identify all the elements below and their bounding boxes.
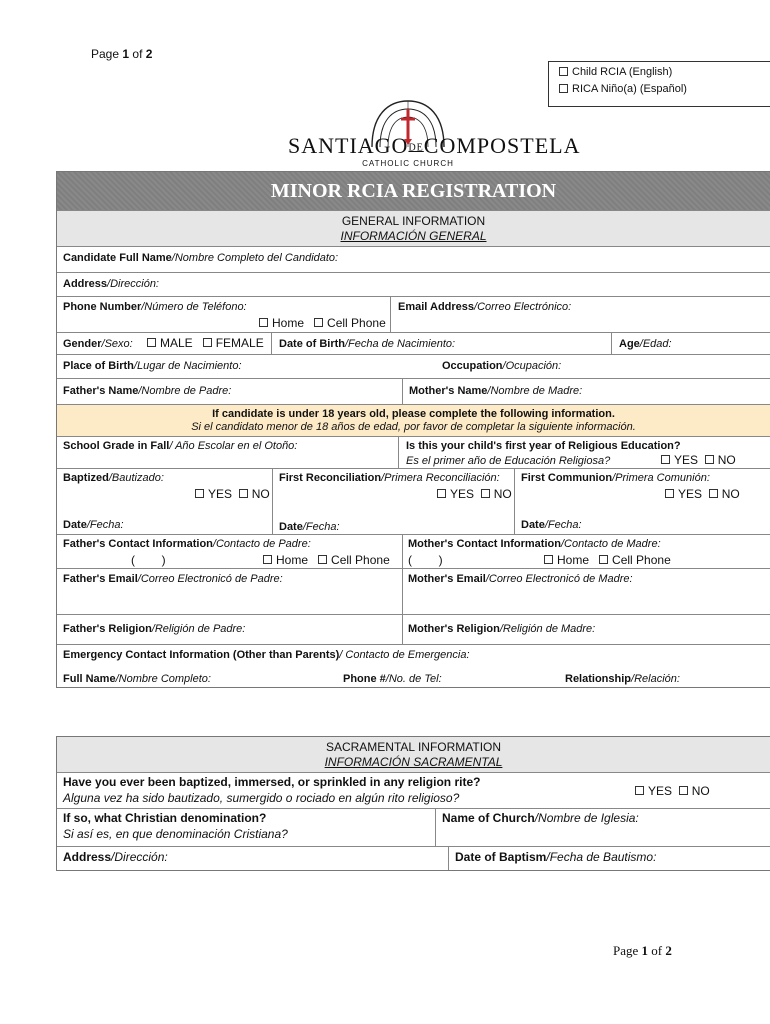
baptized-question-row: Have you ever been baptized, immersed, or sprinkled in any religion rite? Alguna vez ha sido bautizado, sumergido o rociado en algún rito religioso? YES NO	[57, 772, 770, 808]
checkbox-icon[interactable]	[239, 489, 248, 498]
emergency-full-name-field[interactable]: Full Name/Nombre Completo:	[63, 673, 211, 685]
father-email-field[interactable]: Father's Email/Correo Electronicó de Padre:	[63, 573, 283, 585]
father-religion-field[interactable]: Father's Religion/Religión de Padre:	[63, 623, 246, 635]
phone-field[interactable]: Phone Number/Número de Teléfono:	[63, 301, 247, 313]
emergency-phone-field[interactable]: Phone #/No. de Tel:	[343, 673, 442, 685]
candidate-name-field[interactable]: Candidate Full Name/Nombre Completo del Candidato:	[57, 246, 770, 272]
mother-email-field[interactable]: Mother's Email/Correo Electronicó de Madre:	[402, 569, 770, 614]
mother-contact-field[interactable]: Mother's Contact Information/Contacto de Madre: ( ) Home Cell Phone	[402, 535, 770, 568]
dob-field[interactable]: Date of Birth/Fecha de Nacimiento:	[271, 333, 611, 354]
sacramental-heading: SACRAMENTAL INFORMATION INFORMACIÓN SACRAMENTAL	[57, 737, 770, 772]
first-reconciliation-field: First Reconciliation/Primera Reconciliación: YES NO Date/Fecha:	[272, 469, 514, 534]
denomination-row: If so, what Christian denomination? Si así es, en que denominación Cristiana? Name of Church/Nombre de Iglesia:	[57, 808, 770, 846]
checkbox-icon[interactable]	[705, 455, 714, 464]
parent-religion-row	[57, 614, 770, 644]
emergency-contact-heading: Emergency Contact Information (Other than Parents)/ Contacto de Emergencia:	[63, 649, 470, 661]
checkbox-icon[interactable]	[437, 489, 446, 498]
church-name: SANTIAGODECOMPOSTELA	[288, 133, 581, 158]
emergency-relationship-field[interactable]: Relationship/Relación:	[565, 673, 680, 685]
program-choice-box	[548, 61, 770, 107]
checkbox-icon[interactable]	[709, 489, 718, 498]
checkbox-icon[interactable]	[544, 555, 553, 564]
checkbox-icon[interactable]	[599, 555, 608, 564]
school-grade-row	[57, 436, 770, 468]
checkbox-icon[interactable]	[635, 786, 644, 795]
parent-names-row	[57, 378, 770, 404]
church-logo	[288, 95, 581, 171]
checkbox-icon[interactable]	[259, 318, 268, 327]
communion-date-field[interactable]: Date/Fecha:	[521, 519, 582, 531]
father-name-field[interactable]: Father's Name/Nombre de Padre:	[63, 385, 232, 397]
program-option-english[interactable]: Child RCIA (English)	[549, 62, 770, 79]
address-field[interactable]: Address/Dirección:	[57, 272, 770, 296]
first-communion-field: First Communion/Primera Comunión: YES NO Date/Fecha:	[514, 469, 770, 534]
checkbox-icon[interactable]	[203, 338, 212, 347]
baptism-address-field[interactable]: Address/Dirección:	[63, 850, 168, 864]
phone-email-row: Phone Number/Número de Teléfono: Home Cell Phone Email Address/Correo Electrónico:	[57, 296, 770, 332]
checkbox-icon[interactable]	[314, 318, 323, 327]
sacraments-row	[57, 468, 770, 534]
parent-email-row	[57, 568, 770, 614]
form-title: MINOR RCIA REGISTRATION	[57, 172, 770, 210]
occupation-field[interactable]: Occupation/Ocupación:	[442, 360, 562, 372]
checkbox-icon[interactable]	[195, 489, 204, 498]
checkbox-icon[interactable]	[679, 786, 688, 795]
mother-religion-field[interactable]: Mother's Religion/Religión de Madre:	[402, 615, 770, 644]
baptized-date-field[interactable]: Date/Fecha:	[63, 519, 124, 531]
checkbox-icon[interactable]	[147, 338, 156, 347]
mother-name-field[interactable]: Mother's Name/Nombre de Madre:	[402, 379, 770, 404]
baptized-field: Baptized/Bautizado: YES NO Date/Fecha:	[63, 472, 270, 531]
baptism-address-row	[57, 846, 770, 870]
father-contact-field[interactable]: Father's Contact Information/Contacto de Padre: ( ) Home Cell Phone	[63, 538, 390, 567]
first-year-question: Is this your child's first year of Religious Education? Es el primer año de Educación Religiosa? YES NO	[398, 437, 770, 468]
email-field[interactable]: Email Address/Correo Electrónico:	[390, 297, 770, 332]
reconciliation-date-field[interactable]: Date/Fecha:	[279, 521, 340, 533]
page-number-top: Page 1 of 2	[91, 47, 153, 61]
checkbox-icon[interactable]	[263, 555, 272, 564]
minor-notice: If candidate is under 18 years old, please complete the following information. Si el candidato menor de 18 años de edad, por favor de completar la siguiente información.	[57, 404, 770, 436]
birthplace-field[interactable]: Place of Birth/Lugar de Nacimiento:	[63, 360, 242, 372]
general-info-heading: GENERAL INFORMATION INFORMACIÓN GENERAL	[57, 210, 770, 246]
program-option-spanish[interactable]: RICA Niño(a) (Español)	[549, 79, 770, 96]
registration-form	[56, 171, 770, 688]
sacramental-form	[56, 736, 770, 871]
checkbox-icon[interactable]	[481, 489, 490, 498]
checkbox-icon[interactable]	[665, 489, 674, 498]
age-field[interactable]: Age/Edad:	[611, 333, 770, 354]
church-name-field[interactable]: Name of Church/Nombre de Iglesia:	[435, 809, 770, 846]
school-grade-field[interactable]: School Grade in Fall/ Año Escolar en el Otoño:	[63, 440, 298, 452]
emergency-contact-row	[57, 644, 770, 687]
denomination-field[interactable]: If so, what Christian denomination?	[63, 811, 267, 825]
church-subtitle: CATHOLIC CHURCH	[362, 159, 454, 168]
checkbox-icon[interactable]	[559, 84, 568, 93]
page-number-bottom: Page 1 of 2	[613, 943, 672, 958]
checkbox-icon[interactable]	[318, 555, 327, 564]
checkbox-icon[interactable]	[661, 455, 670, 464]
birthplace-occupation-row	[57, 354, 770, 378]
parent-contact-row	[57, 534, 770, 568]
baptism-date-field[interactable]: Date of Baptism/Fecha de Bautismo:	[448, 847, 770, 870]
gender-dob-age-row: Gender/Sexo: MALE FEMALE Date of Birth/Fecha de Nacimiento: Age/Edad:	[57, 332, 770, 354]
checkbox-icon[interactable]	[559, 67, 568, 76]
